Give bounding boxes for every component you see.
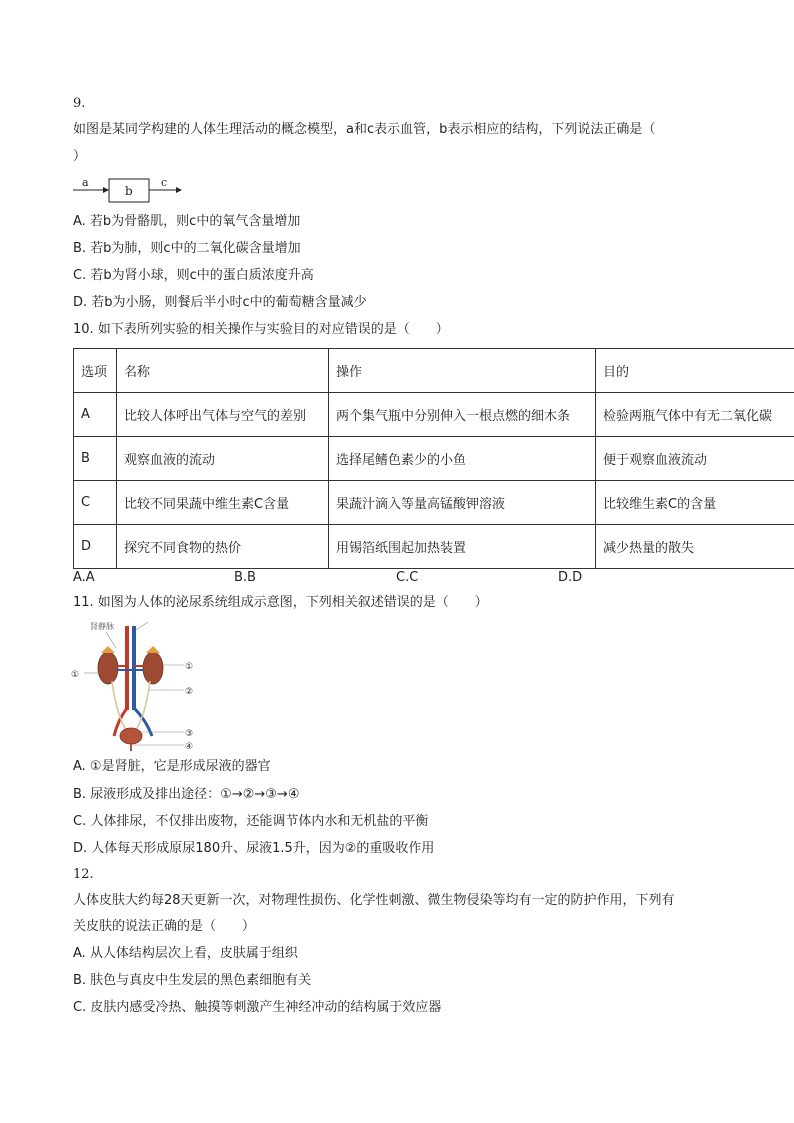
table-cell: D xyxy=(74,525,117,569)
q9-option-b: B. 若b为肺，则c中的二氧化碳含量增加 xyxy=(73,241,301,256)
table-row xyxy=(74,525,794,569)
marker-1-right: ① xyxy=(185,662,194,672)
q9-option-d: D. 若b为小肠，则餐后半小时c中的葡萄糖含量减少 xyxy=(73,295,367,310)
q9-option-c: C. 若b为肾小球，则c中的蛋白质浓度升高 xyxy=(73,268,314,283)
q9-stem-line2: ） xyxy=(73,149,87,164)
marker-3: ③ xyxy=(185,729,194,739)
q12-stem-line2: 关皮肤的说法正确的是（ ） xyxy=(73,919,256,934)
diagram-label-renal-vein: 肾静脉 xyxy=(90,622,114,631)
q11-option-d: D. 人体每天形成原尿180升、尿液1.5升，因为②的重吸收作用 xyxy=(73,841,435,856)
q12-number: 12. xyxy=(73,867,94,882)
q10-answer-a: A.A xyxy=(73,570,95,585)
marker-4: ④ xyxy=(185,742,194,752)
table-cell: 用锡箔纸围起加热装置 xyxy=(329,525,596,569)
table-header-cell: 操作 xyxy=(329,349,596,393)
kidney-right xyxy=(143,652,163,684)
table-cell: 比较维生素C的含量 xyxy=(596,481,794,525)
q12-stem-line1: 人体皮肤大约每28天更新一次，对物理性损伤、化学性刺激、微生物侵染等均有一定的防护作用，下列有 xyxy=(73,893,675,908)
table-row xyxy=(74,481,794,525)
q11-option-b: B. 尿液形成及排出途径：①→②→③→④ xyxy=(73,787,300,802)
urinary-system-diagram xyxy=(70,618,200,753)
q12-option-a: A. 从人体结构层次上看，皮肤属于组织 xyxy=(73,946,298,961)
q10-answer-options xyxy=(73,569,673,587)
q9-number: 9. xyxy=(73,96,86,111)
table-cell: C xyxy=(74,481,117,525)
table-row xyxy=(74,393,794,437)
table-cell: 选择尾鳍色素少的小鱼 xyxy=(329,437,596,481)
q10-answer-c: C.C xyxy=(396,570,419,585)
table-cell: 比较人体呼出气体与空气的差别 xyxy=(117,393,329,437)
q12-option-b: B. 肤色与真皮中生发层的黑色素细胞有关 xyxy=(73,973,312,988)
flow-label-c: c xyxy=(161,176,168,189)
table-cell: 探究不同食物的热价 xyxy=(117,525,329,569)
table-cell: 检验两瓶气体中有无二氧化碳 xyxy=(596,393,794,437)
table-header-cell: 选项 xyxy=(74,349,117,393)
q9-flow-diagram xyxy=(73,176,183,206)
kidney-left xyxy=(98,652,118,684)
table-cell: A xyxy=(74,393,117,437)
table-cell: 比较不同果蔬中维生素C含量 xyxy=(117,481,329,525)
q12-option-c: C. 皮肤内感受冷热、触摸等刺激产生神经冲动的结构属于效应器 xyxy=(73,1000,442,1015)
table-header-cell: 目的 xyxy=(596,349,794,393)
flow-label-a: a xyxy=(82,176,89,189)
q11-stem: 11. 如图为人体的泌尿系统组成示意图，下列相关叙述错误的是（ ） xyxy=(73,595,488,610)
q9-option-a: A. 若b为骨骼肌，则c中的氧气含量增加 xyxy=(73,214,301,229)
q10-table xyxy=(73,348,794,569)
table-cell: 减少热量的散失 xyxy=(596,525,794,569)
table-header-cell: 名称 xyxy=(117,349,329,393)
q10-stem: 10. 如下表所列实验的相关操作与实验目的对应错误的是（ ） xyxy=(73,322,449,337)
flow-label-b: b xyxy=(125,184,133,198)
q11-option-c: C. 人体排尿，不仅排出废物，还能调节体内水和无机盐的平衡 xyxy=(73,814,429,829)
table-cell: 两个集气瓶中分别伸入一根点燃的细木条 xyxy=(329,393,596,437)
table-cell: B xyxy=(74,437,117,481)
table-header-row xyxy=(74,349,794,393)
q11-option-a: A. ①是肾脏，它是形成尿液的器官 xyxy=(73,759,271,774)
marker-1-left: ① xyxy=(71,670,80,680)
q9-stem-line1: 如图是某同学构建的人体生理活动的概念模型，a和c表示血管，b表示相应的结构，下列说法正确是（ xyxy=(73,122,656,137)
table-cell: 观察血液的流动 xyxy=(117,437,329,481)
table-row xyxy=(74,437,794,481)
q10-answer-b: B.B xyxy=(234,570,256,585)
bladder xyxy=(120,728,142,744)
q10-answer-d: D.D xyxy=(558,570,583,585)
table-cell: 果蔬汁滴入等量高锰酸钾溶液 xyxy=(329,481,596,525)
table-cell: 便于观察血液流动 xyxy=(596,437,794,481)
marker-2: ② xyxy=(185,687,194,697)
